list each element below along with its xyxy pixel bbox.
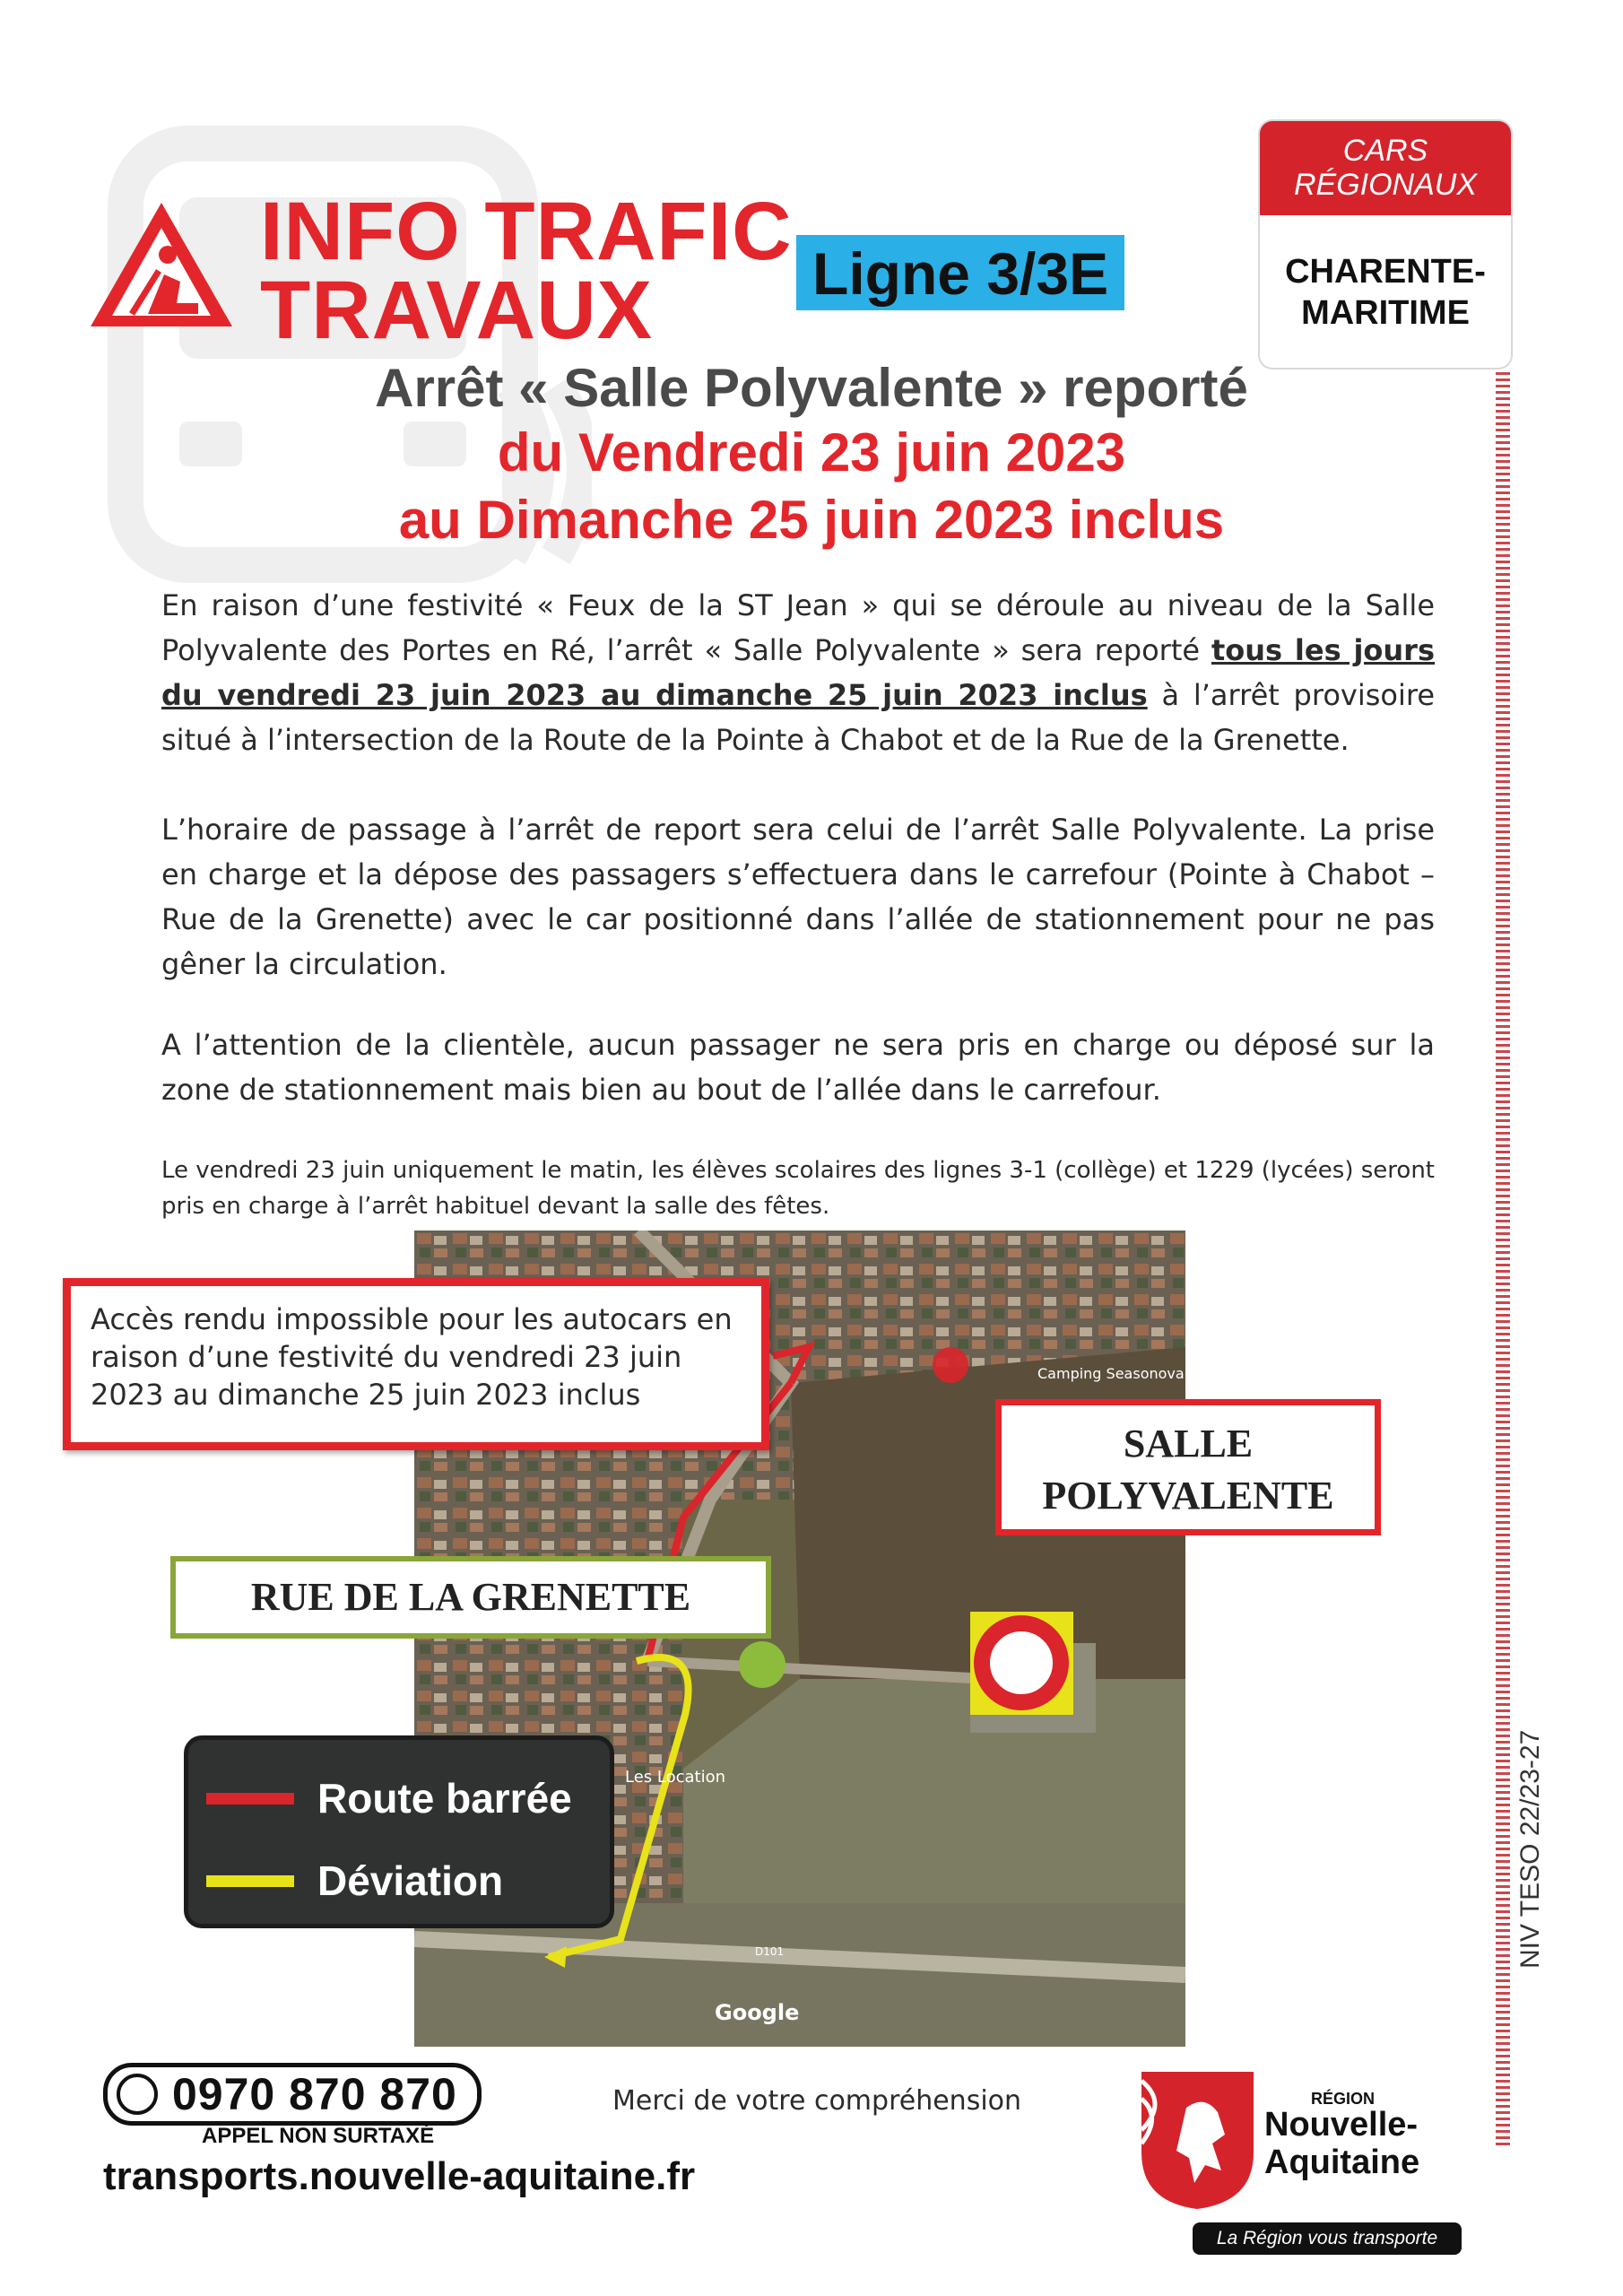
paragraph-2: L’horaire de passage à l’arrêt de report sera celui de l’arrêt Salle Polyvalente. La prise en charge et la dépose des passagers s’effectuera dans le carrefour (Pointe à Chabot – Rue de la Grenette) avec le car positionné dans l’allée de stationnement pour ne pas gêner la circulation. (161, 813, 1435, 981)
date-from: du Vendredi 23 juin 2023 (497, 422, 1126, 483)
region-name (1264, 2106, 1419, 2181)
google-watermark: Google (715, 2000, 800, 2025)
region-small-label: RÉGION (1311, 2090, 1376, 2108)
camping-label: Camping Seasonova (1037, 1365, 1185, 1382)
roadwork-warning-icon (85, 197, 238, 332)
reference-code: NIV TESO 22/23-27 (1515, 1729, 1545, 1969)
phone-note: APPEL NON SURTAXÉ (202, 2124, 435, 2148)
les-location-label: Les Location (625, 1768, 726, 1787)
phone-box (103, 2063, 482, 2126)
decorative-border (1496, 372, 1510, 2148)
paragraph-1 (161, 583, 1435, 762)
cars-regionaux-badge (1260, 121, 1511, 368)
legend-detour-label: Déviation (317, 1857, 504, 1904)
brand-top-label: CARS RÉGIONAUX (1260, 121, 1511, 215)
region-tagline: La Région vous transporte (1193, 2222, 1462, 2255)
region-name-line1: Nouvelle- (1264, 2106, 1419, 2144)
legend-detour-swatch (206, 1875, 294, 1887)
salle-polyvalente-label: SALLE POLYVALENTE (995, 1399, 1381, 1535)
p1-end: à l’arrêt provisoire situé à l’intersection de la Route de la Pointe à Chabot et de la Rue de la Grenette. (161, 678, 1436, 757)
legend-closed-label: Route barrée (317, 1775, 572, 1822)
date-to: au Dimanche 25 juin 2023 inclus (398, 490, 1225, 550)
region-name-line2: Aquitaine (1264, 2144, 1420, 2181)
p1-emphasis: tous les jours du vendredi 23 juin 2023 au dimanche 25 juin 2023 inclus (161, 633, 1436, 712)
paragraph-4: Le vendredi 23 juin uniquement le matin, les élèves scolaires des lignes 3-1 (collège) et 1229 (lycées) seront pris en charge à l’arrêt habituel devant la salle des fêtes. (161, 1157, 1435, 1220)
access-callout: Accès rendu impossible pour les autocars en raison d’une festivité du vendredi 23 juin 2023 au dimanche 25 juin 2023 inclus (63, 1278, 769, 1450)
phone-number: 0970 870 870 (172, 2069, 457, 2119)
page-subtitle: Arrêt « Salle Polyvalente » reporté (375, 358, 1248, 418)
brand-bottom-label: CHARENTE-MARITIME (1285, 253, 1486, 332)
map-legend (184, 1735, 614, 1928)
road-label-d101: D101 (755, 1945, 785, 1958)
legend-closed-swatch (206, 1793, 294, 1805)
legend-detour-row (206, 1857, 503, 1905)
title-info-trafic: INFO TRAFIC (260, 186, 793, 277)
phone-icon (117, 2074, 158, 2115)
title-travaux: TRAVAUX (260, 265, 654, 356)
website-link[interactable]: transports.nouvelle-aquitaine.fr (103, 2154, 696, 2198)
thanks-text: Merci de votre compréhension (612, 2085, 1022, 2117)
region-lion-logo-icon (1137, 2067, 1258, 2211)
line-badge: Ligne 3/3E (796, 235, 1124, 310)
p1-start: En raison d’une festivité « Feux de la ST Jean » qui se déroule au niveau de la Salle Polyvalente des Portes en Ré, l’arrêt « Salle Polyvalente » sera reporté (161, 588, 1435, 667)
paragraph-3: A l’attention de la clientèle, aucun passager ne sera pris en charge ou déposé sur la zone de stationnement mais bien au bout de l’allée dans le carrefour. (161, 1028, 1435, 1107)
legend-closed-row (206, 1774, 572, 1822)
rue-grenette-label: RUE DE LA GRENETTE (170, 1556, 771, 1639)
